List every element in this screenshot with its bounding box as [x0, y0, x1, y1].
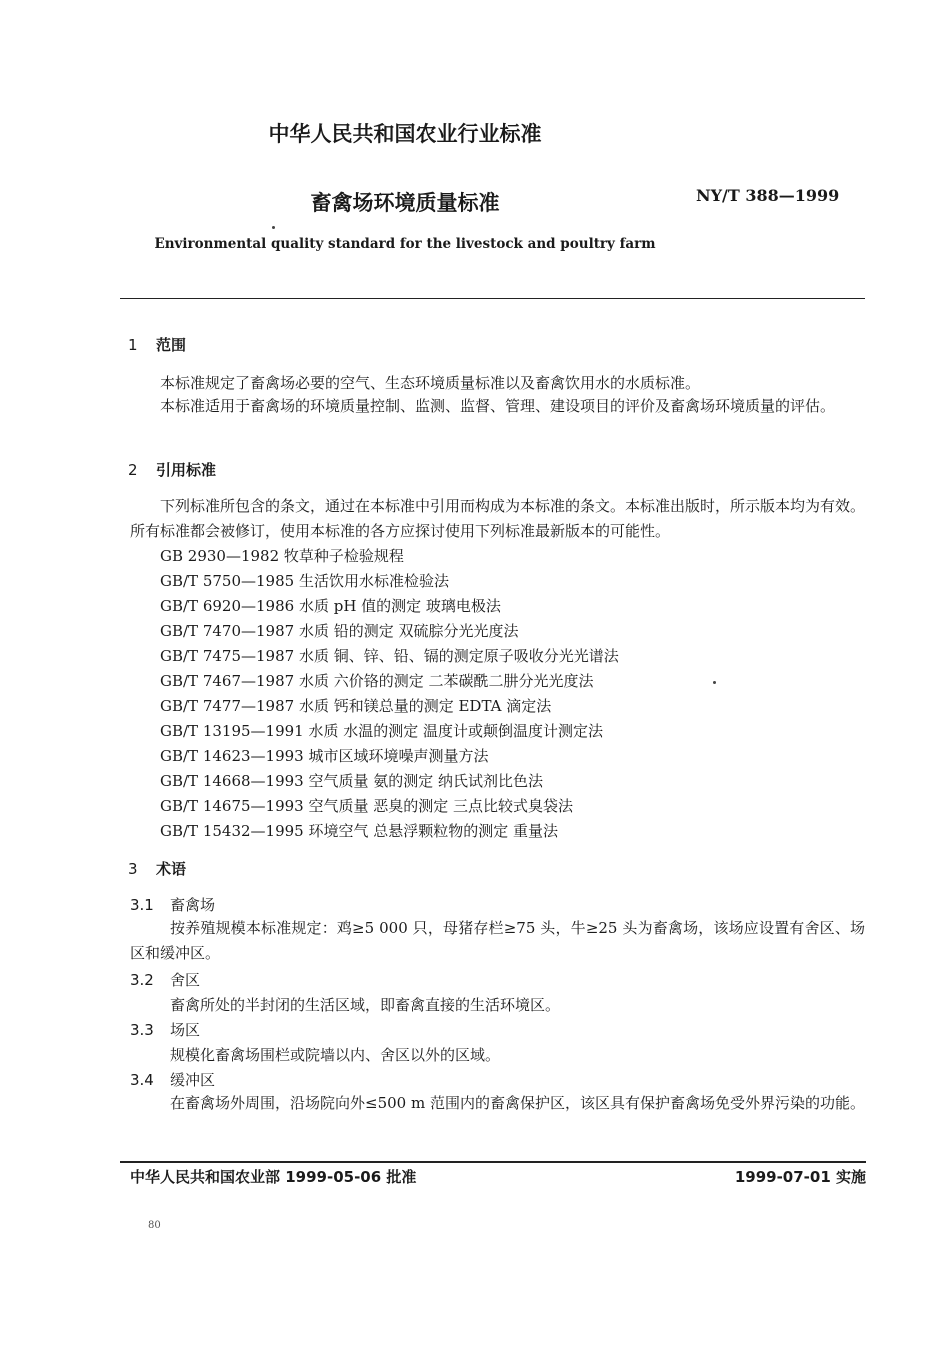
term-heading: [130, 969, 200, 990]
section-title: 范围: [156, 336, 187, 354]
section-number: 2: [128, 461, 138, 479]
reference-item: GB/T 15432—1995 环境空气 总悬浮颗粒物的测定 重量法: [160, 822, 559, 840]
reference-item: GB/T 7470—1987 水质 铅的测定 双硫腙分光光度法: [160, 622, 519, 640]
implementation-date: 1999-07-01 实施: [734, 1168, 866, 1186]
reference-item: GB/T 14668—1993 空气质量 氨的测定 纳氏试剂比色法: [160, 772, 544, 790]
section-title: 引用标准: [156, 461, 217, 479]
standard-code: NY/T 388—1999: [696, 186, 840, 205]
footer-divider: [120, 1161, 866, 1163]
reference-item: GB 2930—1982 牧草种子检验规程: [160, 547, 404, 565]
reference-item: GB/T 14623—1993 城市区域环境噪声测量方法: [160, 747, 489, 765]
term-number: 3.1: [130, 896, 154, 914]
term-name: 畜禽场: [170, 896, 216, 914]
term-number: 3.2: [130, 971, 154, 989]
approval-date: 中华人民共和国农业部 1999-05-06 批准: [130, 1168, 417, 1186]
section-2-intro: 下列标准所包含的条文，通过在本标准中引用而构成为本标准的条文。本标准出版时，所示版本均为有效。所有标准都会被修订，使用本标准的各方应探讨使用下列标准最新版本的可能性。: [130, 497, 866, 540]
section-2-heading: [128, 459, 216, 480]
term-definition: 畜禽所处的半封闭的生活区域，即畜禽直接的生活环境区。: [170, 996, 561, 1014]
section-title: 术语: [156, 860, 187, 878]
term-heading: [130, 1019, 200, 1040]
scan-speck: [272, 226, 275, 229]
section-number: 1: [128, 336, 138, 354]
reference-item: GB/T 7477—1987 水质 钙和镁总量的测定 EDTA 滴定法: [160, 697, 552, 715]
term-number: 3.3: [130, 1021, 154, 1039]
term-definition: 在畜禽场外周围，沿场院向外≤500 m 范围内的畜禽保护区，该区具有保护畜禽场免受外界污染的功能。: [170, 1094, 865, 1112]
term-definition: 规模化畜禽场围栏或院墙以内、舍区以外的区域。: [170, 1046, 501, 1064]
section-1-heading: [128, 334, 186, 355]
term-name: 场区: [170, 1021, 201, 1039]
english-subtitle: Environmental quality standard for the livestock and poultry farm: [154, 236, 656, 252]
section-1-paragraph-2: 本标准适用于畜禽场的环境质量控制、监测、监督、管理、建设项目的评价及畜禽场环境质量的评估。: [160, 397, 836, 415]
section-number: 3: [128, 860, 138, 878]
reference-item: GB/T 14675—1993 空气质量 恶臭的测定 三点比较式臭袋法: [160, 797, 574, 815]
term-heading: [130, 1069, 215, 1090]
reference-item: GB/T 6920—1986 水质 pH 值的测定 玻璃电极法: [160, 597, 501, 615]
header-organization: 中华人民共和国农业行业标准: [268, 122, 542, 146]
header-divider: [120, 298, 865, 299]
term-name: 缓冲区: [170, 1071, 216, 1089]
page-number: 80: [148, 1220, 161, 1231]
section-1-paragraph-1: 本标准规定了畜禽场必要的空气、生态环境质量标准以及畜禽饮用水的水质标准。: [160, 374, 701, 392]
term-heading: [130, 894, 215, 915]
term-number: 3.4: [130, 1071, 154, 1089]
term-name: 舍区: [170, 971, 201, 989]
reference-item: GB/T 5750—1985 生活饮用水标准检验法: [160, 572, 449, 590]
reference-item: GB/T 7467—1987 水质 六价铬的测定 二苯碳酰二肼分光光度法: [160, 672, 594, 690]
section-3-heading: [128, 858, 186, 879]
reference-item: GB/T 7475—1987 水质 铜、锌、铅、镉的测定原子吸收分光光谱法: [160, 647, 619, 665]
reference-item: GB/T 13195—1991 水质 水温的测定 温度计或颠倒温度计测定法: [160, 722, 604, 740]
document-title: 畜禽场环境质量标准: [310, 191, 500, 215]
term-definition: 按养殖规模本标准规定：鸡≥5 000 只，母猪存栏≥75 头，牛≥25 头为畜禽场，该场应设置有舍区、场区和缓冲区。: [130, 919, 865, 962]
scan-speck: [713, 681, 716, 684]
